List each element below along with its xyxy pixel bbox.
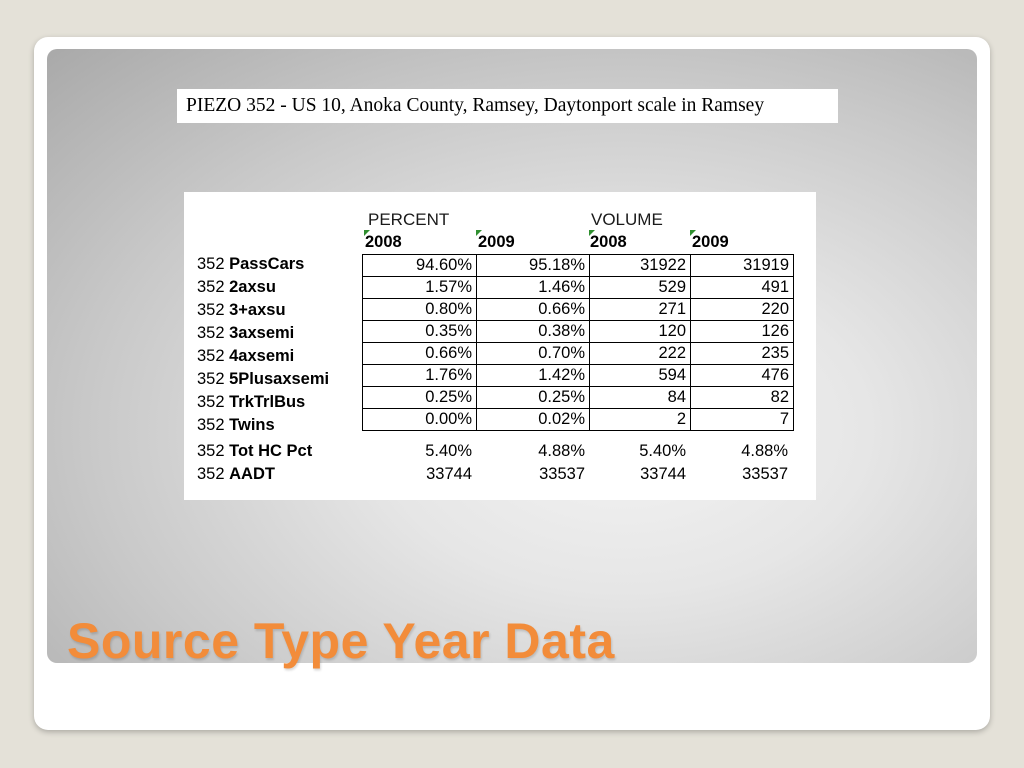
table-cell: 0.25% — [363, 387, 477, 409]
summary-cell: 33744 — [640, 465, 686, 483]
table-cell: 84 — [590, 387, 691, 409]
row-label: 352 4axsemi — [197, 347, 295, 365]
table-cell: 0.38% — [477, 321, 590, 343]
table-row — [363, 299, 794, 321]
year-header-percent-2009: 2009 — [478, 233, 515, 251]
table-cell: 82 — [691, 387, 794, 409]
year-header-volume-2008: 2008 — [590, 233, 627, 251]
table-row — [363, 387, 794, 409]
table-cell: 0.00% — [363, 409, 477, 431]
table-cell: 235 — [691, 343, 794, 365]
table-cell: 222 — [590, 343, 691, 365]
table-cell: 0.80% — [363, 299, 477, 321]
row-label: 352 2axsu — [197, 278, 276, 296]
table-row — [363, 255, 794, 277]
summary-cell: 4.88% — [741, 442, 788, 460]
row-label: 352 3axsemi — [197, 324, 295, 342]
table-cell: 529 — [590, 277, 691, 299]
table-cell: 0.35% — [363, 321, 477, 343]
table-row — [363, 277, 794, 299]
table-row — [363, 365, 794, 387]
value-grid — [362, 254, 794, 431]
summary-row-label: 352 AADT — [197, 465, 275, 483]
summary-cell: 5.40% — [639, 442, 686, 460]
table-cell: 1.46% — [477, 277, 590, 299]
row-label: 352 Twins — [197, 416, 275, 434]
slide-heading: PIEZO 352 - US 10, Anoka County, Ramsey, Daytonport scale in Ramsey — [177, 89, 838, 123]
table-cell: 31922 — [590, 255, 691, 277]
row-label: 352 5Plusaxsemi — [197, 370, 330, 388]
content-panel — [47, 49, 977, 663]
table-cell: 7 — [691, 409, 794, 431]
row-label: 352 TrkTrlBus — [197, 393, 306, 411]
volume-header: VOLUME — [591, 210, 663, 229]
table-cell: 220 — [691, 299, 794, 321]
year-header-percent-2008: 2008 — [365, 233, 402, 251]
table-cell: 0.70% — [477, 343, 590, 365]
table-cell: 120 — [590, 321, 691, 343]
table-cell: 94.60% — [363, 255, 477, 277]
table-cell: 491 — [691, 277, 794, 299]
table-cell: 2 — [590, 409, 691, 431]
slide-title: Source Type Year Data — [67, 613, 615, 669]
table-cell: 0.02% — [477, 409, 590, 431]
summary-row-label: 352 Tot HC Pct — [197, 442, 313, 460]
slide — [34, 37, 990, 730]
data-table — [184, 192, 816, 500]
year-header-volume-2009: 2009 — [692, 233, 729, 251]
row-label: 352 3+axsu — [197, 301, 286, 319]
summary-cell: 33537 — [742, 465, 788, 483]
summary-cell: 33744 — [426, 465, 472, 483]
table-cell: 1.76% — [363, 365, 477, 387]
table-cell: 1.42% — [477, 365, 590, 387]
table-cell: 0.25% — [477, 387, 590, 409]
table-cell: 126 — [691, 321, 794, 343]
row-label: 352 PassCars — [197, 255, 305, 273]
table-cell: 1.57% — [363, 277, 477, 299]
table-cell: 476 — [691, 365, 794, 387]
table-cell: 0.66% — [363, 343, 477, 365]
summary-cell: 33537 — [539, 465, 585, 483]
table-row — [363, 409, 794, 431]
summary-cell: 4.88% — [538, 442, 585, 460]
table-row — [363, 321, 794, 343]
summary-cell: 5.40% — [425, 442, 472, 460]
table-cell: 0.66% — [477, 299, 590, 321]
percent-header: PERCENT — [368, 210, 450, 229]
table-cell: 594 — [590, 365, 691, 387]
table-cell: 31919 — [691, 255, 794, 277]
table-cell: 271 — [590, 299, 691, 321]
table-row — [363, 343, 794, 365]
table-cell: 95.18% — [477, 255, 590, 277]
